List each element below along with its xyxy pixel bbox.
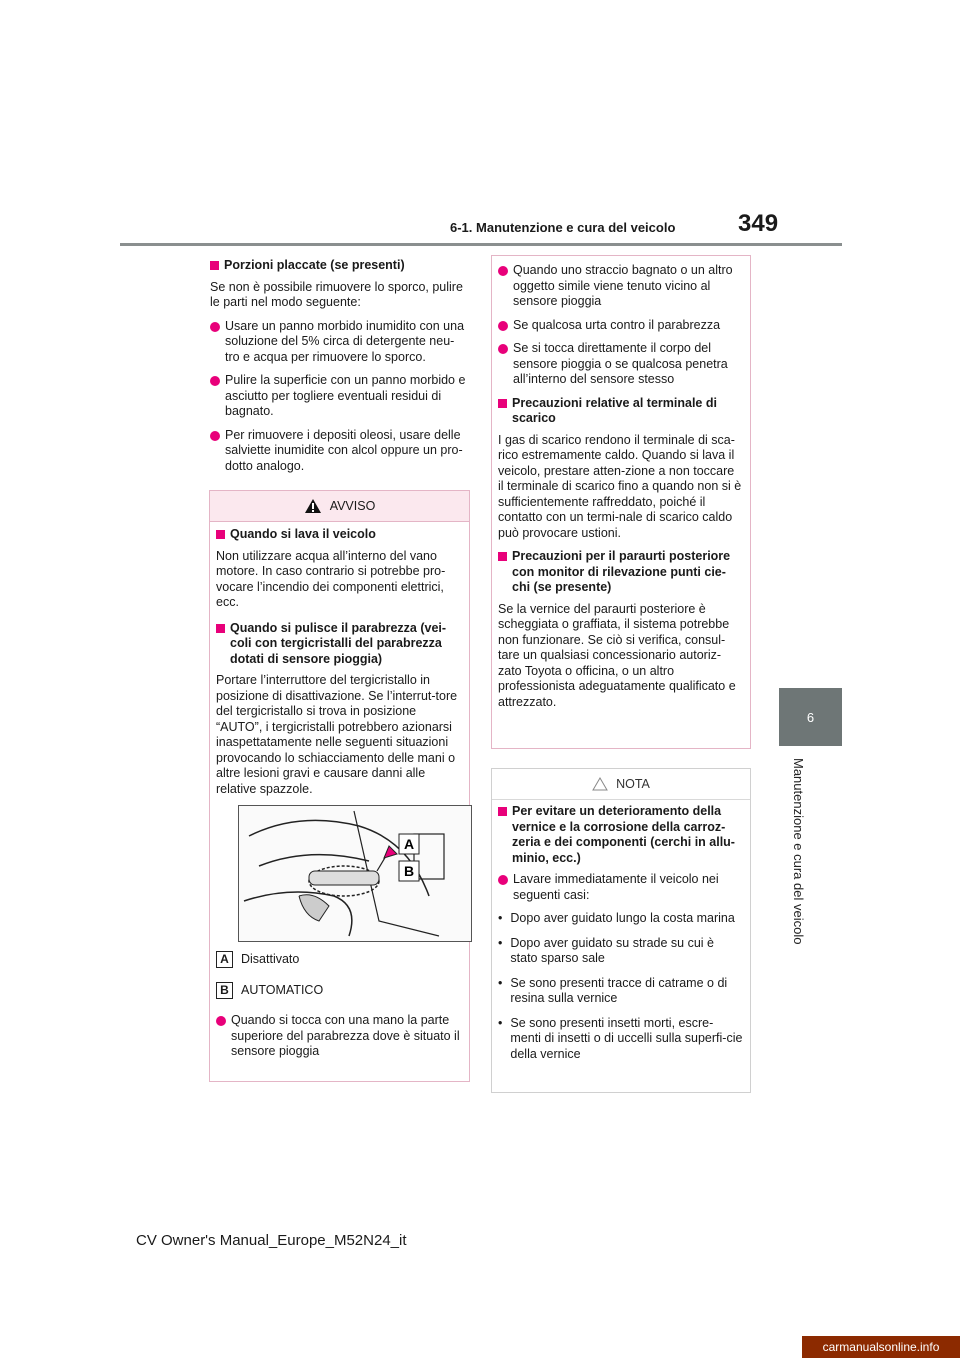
- label-a-row: [216, 951, 462, 968]
- caution-triangle-icon: [592, 777, 608, 791]
- warning-box-continued: [491, 255, 751, 749]
- svg-text:B: B: [403, 863, 415, 879]
- label-b-row: [216, 982, 462, 999]
- list-item: Lavare immediatamente il veicolo nei seguenti casi:: [498, 872, 743, 903]
- note-bullet: • Se sono presenti insetti morti, escre-menti di insetti o di uccelli sulla superfi-cie della vernice: [498, 1015, 743, 1061]
- bullet-dot-icon: [498, 875, 508, 885]
- header-rule: [120, 243, 842, 246]
- square-marker-icon: [216, 624, 225, 633]
- bullet-dot-icon: [216, 1016, 226, 1026]
- note-heading: Per evitare un deterioramento della vernice e la corrosione della carroz-zeria e dei componenti (cerchi in allu-minio, ecc.): [498, 804, 743, 866]
- plated-parts-heading: Porzioni placcate (se presenti): [210, 258, 468, 274]
- warning-box: [209, 490, 470, 1082]
- page-number: 349: [738, 210, 779, 237]
- bullet-dot-icon: [498, 321, 508, 331]
- footer-manual-name: CV Owner's Manual_Europe_M52N24_it: [136, 1232, 407, 1249]
- note-title: NOTA: [616, 777, 650, 791]
- chapter-tab: 6: [779, 688, 842, 746]
- bumper-paragraph: Se la vernice del paraurti posteriore è scheggiata o graffiata, il sistema potrebbe non funzionare. Se ciò si verifica, consul-tare un qualsiasi concessionario autoriz-zato Toyota o officina, o un altro professionista adeguatamente qualificato e attrezzato.: [498, 601, 736, 709]
- note-box: [491, 768, 751, 1093]
- watermark[interactable]: carmanualsonline.info: [802, 1336, 960, 1358]
- square-marker-icon: [498, 399, 507, 408]
- square-marker-icon: [216, 530, 225, 539]
- bumper-heading: Precauzioni per il paraurti posteriore con monitor di rilevazione punti cie-chi (se presente): [498, 549, 743, 596]
- square-marker-icon: [498, 807, 507, 816]
- bullet-dot-icon: [498, 266, 508, 276]
- warning-header: [210, 491, 469, 522]
- plated-intro: Se non è possibile rimuovere lo sporco, pulire le parti nel modo seguente:: [210, 279, 463, 309]
- warning-heading-1: Quando si lava il veicolo: [216, 527, 462, 543]
- bullet-dot-icon: [210, 431, 220, 441]
- bullet-dot-icon: [210, 322, 220, 332]
- list-item: Per rimuovere i depositi oleosi, usare delle salviette inumidite con alcol oppure un pro-dotto analogo.: [210, 428, 468, 475]
- list-item: Se si tocca direttamente il corpo del sensore pioggia o se qualcosa penetra all’interno del sensore stesso: [498, 341, 743, 388]
- note-header: [492, 769, 750, 800]
- warning-triangle-icon: [304, 498, 322, 514]
- bullet-dot-icon: [498, 344, 508, 354]
- note-bullet: • Se sono presenti tracce di catrame o di resina sulla vernice: [498, 975, 728, 1005]
- list-item: Se qualcosa urta contro il parabrezza: [498, 318, 743, 334]
- warning-paragraph-2: Portare l’interruttore del tergicristallo in posizione di disattivazione. Se l’interrut-tore del tergicristallo si trova in posizione “AUTO”, i tergicristalli potrebbero azionarsi inaspettatamente nelle seguenti situazioni provocando lo schiacciamento delle mani o altre lesioni gravi e causare danni alle relative spazzole.: [216, 673, 458, 796]
- section-title: 6-1. Manutenzione e cura del veicolo: [450, 220, 676, 235]
- list-item: Usare un panno morbido inumidito con una soluzione del 5% circa di detergente neu-tro e acqua per rimuovere lo sporco.: [210, 319, 468, 366]
- label-b-text: AUTOMATICO: [241, 982, 324, 997]
- exhaust-paragraph: I gas di scarico rendono il terminale di sca-rico estremamente caldo. Quando si lava il veicolo, prestare atten-zione a non toccare il terminale di scarico fino a quando non si è sufficientemente raffreddato, poiché il contatto con un termi-nale di scarico caldo può provocare ustioni.: [498, 432, 742, 540]
- list-item: Quando si tocca con una mano la parte superiore del parabrezza dove è situato il sensore pioggia: [216, 1013, 462, 1060]
- left-column: [210, 258, 468, 482]
- bullet-dot-icon: [210, 376, 220, 386]
- square-marker-icon: [498, 552, 507, 561]
- note-bullet: • Dopo aver guidato su strade su cui è stato sparso sale: [498, 935, 714, 965]
- list-item: Pulire la superficie con un panno morbido e asciutto per togliere eventuali residui di bagnato.: [210, 373, 468, 420]
- wiper-switch-illustration: [238, 805, 472, 942]
- label-a-text: Disattivato: [241, 951, 300, 966]
- warning-paragraph-1: Non utilizzare acqua all’interno del vano motore. In caso contrario si potrebbe pro-vocare l’incendio dei componenti elettrici, ecc.: [216, 548, 446, 609]
- chapter-side-title: Manutenzione e cura del veicolo: [791, 758, 806, 945]
- warning-title: AVVISO: [329, 499, 376, 513]
- exhaust-heading: Precauzioni relative al terminale di scarico: [498, 396, 743, 427]
- label-b-marker: B: [216, 982, 233, 999]
- square-marker-icon: [210, 261, 219, 270]
- note-bullet: • Dopo aver guidato lungo la costa marina: [498, 911, 735, 925]
- svg-text:A: A: [403, 836, 415, 852]
- list-item: Quando uno straccio bagnato o un altro oggetto simile viene tenuto vicino al sensore pioggia: [498, 263, 743, 310]
- label-a-marker: A: [216, 951, 233, 968]
- warning-heading-2: Quando si pulisce il parabrezza (vei-coli con tergicristalli del parabrezza dotati di sensore pioggia): [216, 621, 462, 668]
